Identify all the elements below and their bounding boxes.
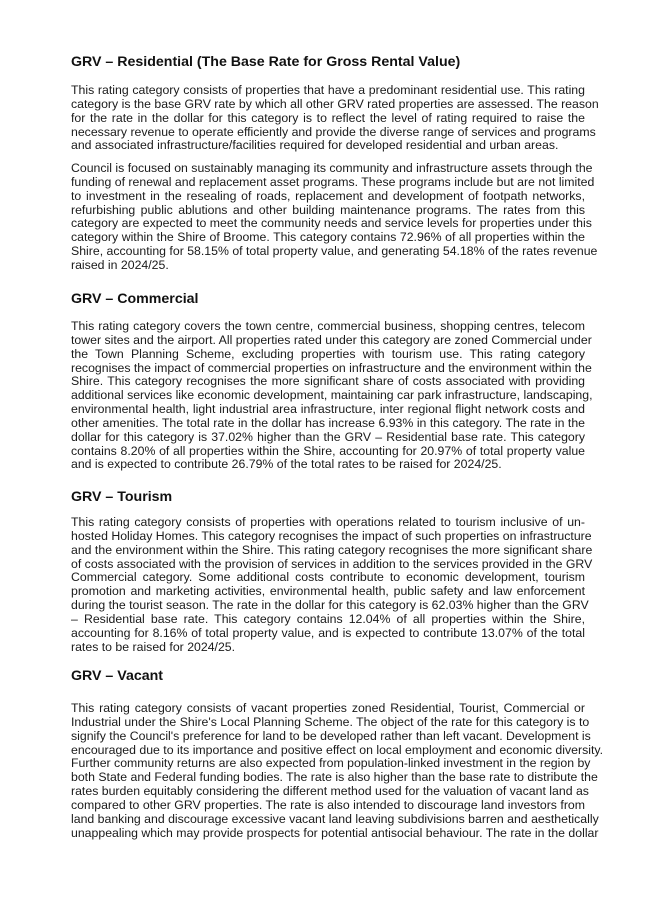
text-line: rates burden equitably considering the different method used for the valuation of vacant land as (71, 784, 589, 799)
paragraph-vacant (71, 701, 604, 840)
text-line: necessary revenue to operate efficiently and provide the diverse range of services and programs (71, 124, 596, 139)
text-line: This rating category consists of properties with operations related to tourism inclusive of un- (71, 515, 585, 529)
text-line: This rating category consists of properties that have a predominant residential use. This rating (71, 83, 585, 97)
heading-grv-vacant: GRV – Vacant (71, 668, 164, 684)
paragraph-residential-council (71, 161, 598, 273)
text-line: and the environment within the Shire. This rating category recognises the more significant share (71, 542, 593, 557)
text-line: additional services like economic development, maintaining car park infrastructure, landscaping, (71, 388, 593, 403)
text-line: refurbishing public ablutions and other building maintenance programs. The rates from this (71, 202, 585, 217)
text-line: promotion and marketing activities, environmental health, public safety and law enforcement (71, 584, 585, 599)
text-line: during the tourist season. The rate in the dollar for this category is 62.03% higher than the GRV (71, 598, 589, 613)
text-line: category is the base GRV rate by which all other GRV rated properties are assessed. The reason (71, 96, 599, 111)
text-line: signify the Council's preference for land to be developed rather than left vacant. Development is (71, 728, 591, 743)
heading-grv-residential: GRV – Residential (The Base Rate for Gross Rental Value) (71, 54, 461, 70)
text-line: both State and Federal funding bodies. The rate is also higher than the base rate to distribute the (71, 770, 598, 785)
text-line: raised in 2024/25. (71, 257, 169, 272)
text-line: of costs associated with the provision of services in addition to the services provided in the GRV (71, 556, 593, 571)
paragraph-residential-intro (71, 83, 599, 153)
text-line: encouraged due to its importance and positive effect on local employment and economic diversity. (71, 742, 604, 757)
text-line: category are expected to meet the community needs and service levels for properties under this (71, 216, 592, 231)
text-line: This rating category covers the town centre, commercial business, shopping centres, telecom (71, 319, 585, 333)
text-line: category within the Shire of Broome. This category contains 72.96% of all properties within the (71, 230, 585, 245)
text-line: This rating category consists of vacant properties zoned Residential, Tourist, Commercial or (71, 701, 585, 715)
text-line: Shire, accounting for 58.15% of total property value, and generating 54.18% of the rates revenue (71, 244, 598, 259)
heading-grv-commercial: GRV – Commercial (71, 291, 199, 307)
paragraph-tourism (71, 515, 593, 654)
text-line: environmental health, light industrial area infrastructure, inter regional flight network costs and (71, 402, 585, 417)
text-line: other amenities. The total rate in the dollar has increase 6.93% in this category. The rate in the (71, 415, 585, 430)
text-line: the Town Planning Scheme, excluding properties with tourism use. This rating category (71, 346, 585, 361)
text-line: land banking and discourage excessive vacant land leaving subdivisions barren and aesthetically (71, 811, 599, 826)
text-line: contains 8.20% of all properties within the Shire, accounting for 20.97% of total property value (71, 443, 585, 458)
text-line: tower sites and the airport. All properties rated under this category are zoned Commercial under (71, 332, 592, 347)
text-line: to investment in the resealing of roads, replacement and development of footpath networks, (71, 188, 585, 203)
text-line: funding of renewal and replacement asset programs. These programs include but are not limited (71, 174, 595, 189)
text-line: and is expected to contribute 26.79% of the total rates to be raised for 2024/25. (71, 457, 502, 472)
text-line: Industrial under the Shire's Local Planning Scheme. The object of the rate for this category is to (71, 714, 590, 729)
text-line: for the rate in the dollar for this category is to reflect the level of rating required to raise the (71, 110, 585, 125)
text-line: unappealing which may provide prospects for potential antisocial behaviour. The rate in the dollar (71, 825, 599, 840)
paragraph-commercial (71, 319, 593, 472)
text-line: hosted Holiday Homes. This category recognises the impact of such properties on infrastructure (71, 528, 592, 543)
text-line: and associated infrastructure/facilities required for developed residential and urban areas. (71, 138, 559, 153)
text-line: rates to be raised for 2024/25. (71, 639, 236, 654)
heading-grv-tourism: GRV – Tourism (71, 489, 173, 505)
text-line: Council is focused on sustainably managing its community and infrastructure assets through the (71, 161, 593, 175)
text-line: recognises the impact of commercial properties on infrastructure and the environment within the (71, 360, 592, 375)
text-line: – Residential base rate. This category contains 12.04% of all properties within the Shire, (71, 611, 585, 626)
text-line: accounting for 8.16% of total property value, and is expected to contribute 13.07% of the total (71, 625, 585, 640)
text-line: Further community returns are also expected from population-linked investment in the region by (71, 756, 591, 771)
text-line: dollar for this category is 37.02% higher than the GRV – Residential base rate. This category (71, 429, 585, 444)
text-line: Commercial category. Some additional costs contribute to economic development, tourism (71, 570, 585, 585)
text-line: Shire. This category recognises the more significant share of costs associated with providing (71, 374, 585, 389)
text-line: compared to other GRV properties. The rate is also intended to discourage land investors from (71, 797, 585, 812)
